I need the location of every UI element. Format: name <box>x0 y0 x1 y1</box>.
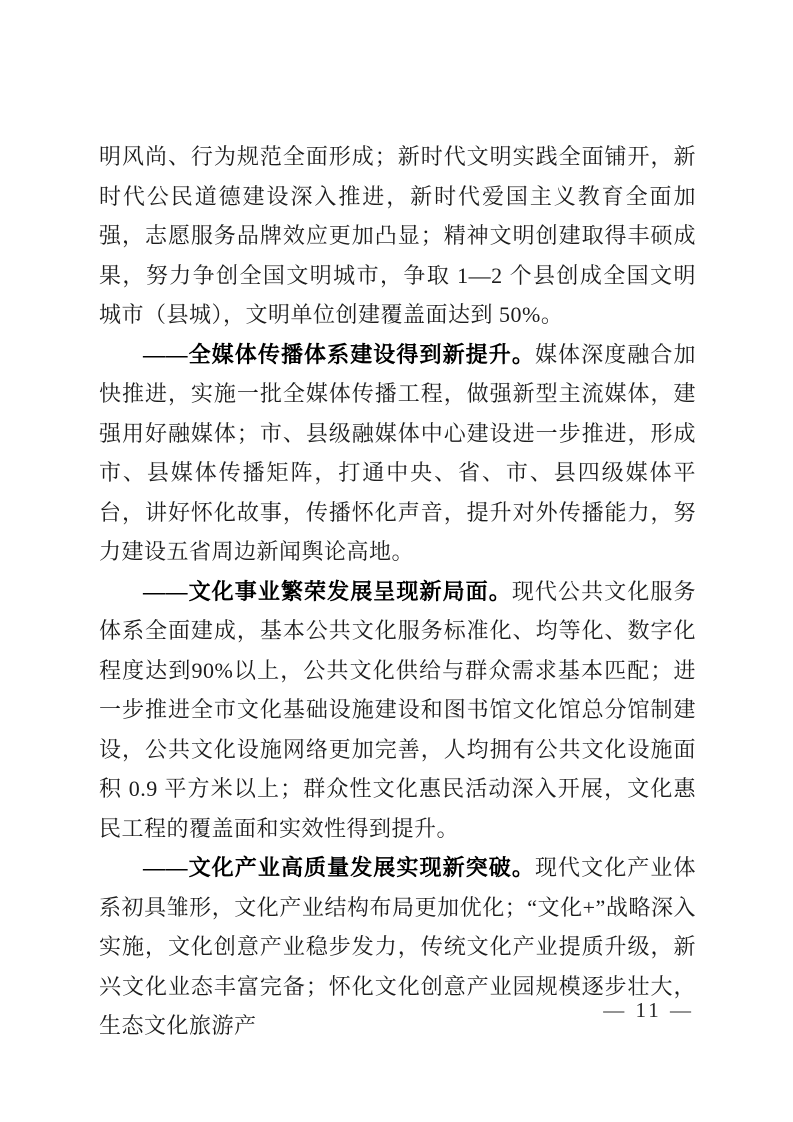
page-number <box>603 998 694 1023</box>
paragraph-media-system <box>99 335 696 572</box>
paragraph-text: 现代公共文化服务体系全面建成，基本公共文化服务标准化、均等化、数字化程度达到90%以上，公共文化供给与群众需求基本匹配；进一步推进全市文化基础设施建设和图书馆文化馆总分馆制建设，公共文化设施网络更加完善，人均拥有公共文化设施面积 0.9 平方米以上；群众性文化惠民活动深入开展，文化惠民工程的覆盖面和实效性得到提升。 <box>99 578 696 841</box>
page-number-text: — 11 — <box>603 998 694 1022</box>
paragraph-lead: ——文化事业繁荣发展呈现新局面。 <box>143 578 512 604</box>
paragraph-text: 明风尚、行为规范全面形成；新时代文明实践全面铺开，新时代公民道德建设深入推进，新时代爱国主义教育全面加强，志愿服务品牌效应更加凸显；精神文明创建取得丰硕成果，努力争创全国文明城市，争取 1—2 个县创成全国文明城市（县城），文明单位创建覆盖面达到 50%。 <box>99 144 696 327</box>
paragraph-cultural-undertakings <box>99 572 696 849</box>
document-body <box>99 137 696 1046</box>
paragraph-lead: ——文化产业高质量发展实现新突破。 <box>143 855 535 880</box>
paragraph-lead: ——全媒体传播体系建设得到新提升。 <box>143 341 535 367</box>
paragraph-continuation <box>99 137 696 335</box>
paragraph-text: 媒体深度融合加快推进，实施一批全媒体传播工程，做强新型主流媒体，建强用好融媒体；市、县级融媒体中心建设进一步推进，形成市、县媒体传播矩阵，打通中央、省、市、县四级媒体平台，讲好怀化故事，传播怀化声音，提升对外传播能力，努力建设五省周边新闻舆论高地。 <box>99 341 696 564</box>
paragraph-text: 现代文化产业体系初具雏形，文化产业结构布局更加优化；“文化+”战略深入实施，文化创意产业稳步发力，传统文化产业提质升级，新兴文化业态丰富完备；怀化文化创意产业园规模逐步壮大，生态文化旅游产 <box>99 855 696 1038</box>
